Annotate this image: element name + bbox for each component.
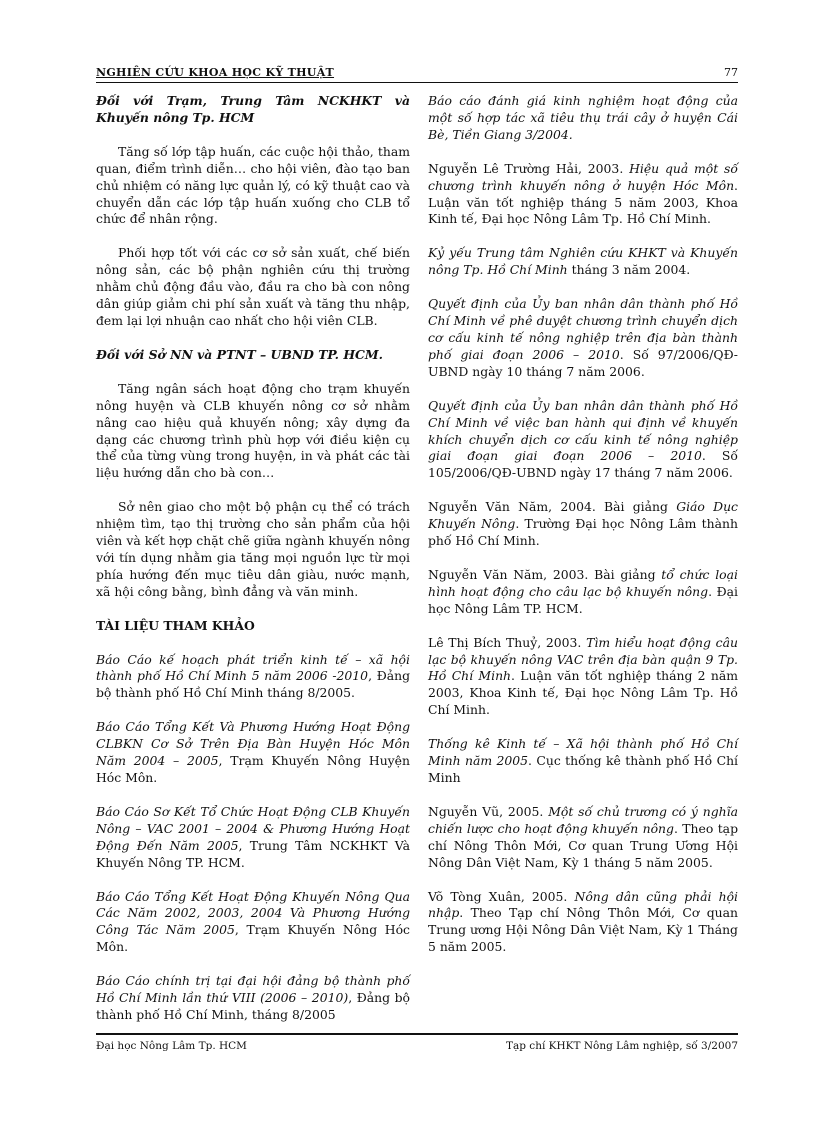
reference-item: Quyết định của Ủy ban nhân dân thành phố Hồ Chí Minh về việc ban hành qui định về khuyến khích chuyển dịch cơ cấu kinh tế nông nghiệp giai đoạn giai đoạn 2006 – 2010. Số 105/2006/QĐ-UBND ngày 17 tháng 7 năm 2006. — [428, 397, 739, 481]
reference-item: Lê Thị Bích Thuỷ, 2003. Tìm hiểu hoạt động câu lạc bộ khuyến nông VAC trên địa bàn quận 9 Tp. Hồ Chí Minh. Luận văn tốt nghiệp tháng 2 năm 2003, Khoa Kinh tế, Đại học Nông Lâm Tp. Hồ Chí Minh. — [428, 634, 738, 718]
footer-journal: Tạp chí KHKT Nông Lâm nghiệp, số 3/2007 — [505, 1040, 738, 1052]
paragraph: Phối hợp tốt với các cơ sở sản xuất, chế biến nông sản, các bộ phận nghiên cứu thị trường nhằm chủ động đầu vào, đầu ra cho bà con nông dân giúp giảm chi phí sản xuất và tăng thu nhập, đem lại lợi nhuận cao nhất cho hội viên CLB. — [96, 245, 410, 328]
reference-item: Nguyễn Văn Năm, 2003. Bài giảng tổ chức loại hình hoạt động cho câu lạc bộ khuyến nông. Đại học Nông Lâm TP. HCM. — [428, 566, 739, 616]
journal-section-title: NGHIÊN CỨU KHOA HỌC KỸ THUẬT — [96, 66, 335, 79]
page-header — [96, 66, 738, 83]
page-number: 77 — [724, 66, 738, 79]
footer-institution: Đại học Nông Lâm Tp. HCM — [96, 1040, 247, 1052]
section-heading-center: Đối với Trạm, Trung Tâm NCKHKT và Khuyến nông Tp. HCM — [96, 93, 410, 125]
reference-item: Quyết định của Ủy ban nhân dân thành phố Hồ Chí Minh về phê duyệt chương trình chuyển dịch cơ cấu kinh tế nông nghiệp trên địa bàn thành phố giai đoạn 2006 – 2010. Số 97/2006/QĐ-UBND ngày 10 tháng 7 năm 2006. — [428, 296, 738, 379]
reference-item: Báo Cáo chính trị tại đại hội đảng bộ thành phố Hồ Chí Minh lần thứ VIII (2006 – 2010), Đảng bộ thành phố Hồ Chí Minh, tháng 8/2005 — [96, 973, 410, 1022]
paragraph: Tăng số lớp tập huấn, các cuộc hội thảo, tham quan, điểm trình diễn… cho hội viên, đào tạo ban chủ nhiệm có năng lực quản lý, có kỹ thuật cao và chuyển dẫn các lớp tập huấn xuống cho CLB tổ chức để nhân rộng. — [96, 143, 410, 227]
reference-item: Nguyễn Văn Năm, 2004. Bài giảng Giáo Dục Khuyến Nông. Trường Đại học Nông Lâm thành phố Hồ Chí Minh. — [428, 499, 738, 549]
reference-item: Nguyễn Vũ, 2005. Một số chủ trương có ý nghĩa chiến lược cho hoạt động khuyến nông. Theo tạp chí Nông Thôn Mới, Cơ quan Trung Ương Hội Nông Dân Việt Nam, Kỳ 1 tháng 5 năm 2005. — [428, 803, 739, 870]
paragraph: Tăng ngân sách hoạt động cho trạm khuyến nông huyện và CLB khuyến nông cơ sở nhằm nâng cao hiệu quả khuyến nông; xây dựng đa dạng các chương trình phù hợp với điều kiện cụ thể của từng vùng trong huyện, in và phát các tài liệu hướng dẫn cho bà con… — [96, 380, 410, 481]
reference-item: Báo Cáo Tổng Kết Và Phương Hướng Hoạt Động CLBKN Cơ Sở Trên Địa Bàn Huyện Hóc Môn Năm 2004 – 2005, Trạm Khuyến Nông Huyện Hóc Môn. — [96, 719, 410, 785]
reference-item: Báo Cáo Sơ Kết Tổ Chức Hoạt Động CLB Khuyến Nông – VAC 2001 – 2004 & Phương Hướng Hoạt Động Đến Năm 2005, Trung Tâm NCKHKT Và Khuyến Nông TP. HCM. — [96, 803, 410, 870]
right-column — [428, 93, 738, 973]
reference-item: Nguyễn Lê Trường Hải, 2003. Hiệu quả một số chương trình khuyến nông ở huyện Hóc Môn. Luận văn tốt nghiệp tháng 5 năm 2003, Khoa Kinh tế, Đại học Nông Lâm Tp. Hồ Chí Minh. — [428, 160, 738, 227]
reference-item: Báo Cáo Tổng Kết Hoạt Động Khuyến Nông Qua Các Năm 2002, 2003, 2004 Và Phương Hướng Công Tác Năm 2005, Trạm Khuyến Nông Hóc Môn. — [96, 888, 410, 955]
left-column — [96, 93, 410, 1041]
reference-item: Thống kê Kinh tế – Xã hội thành phố Hồ Chí Minh năm 2005. Cục thống kê thành phố Hồ Chí Minh — [428, 736, 739, 785]
reference-item: Báo cáo đánh giá kinh nghiệm hoạt động của một số hợp tác xã tiêu thụ trái cây ở huyện Cái Bè, Tiền Giang 3/2004. — [428, 93, 738, 142]
footer-divider — [96, 1033, 738, 1035]
section-heading-department: Đối với Sở NN và PTNT – UBND TP. HCM. — [96, 346, 383, 362]
reference-item: Báo Cáo kế hoạch phát triển kinh tế – xã hội thành phố Hồ Chí Minh 5 năm 2006 -2010, Đảng bộ thành phố Hồ Chí Minh tháng 8/2005. — [96, 651, 410, 701]
reference-item: Võ Tòng Xuân, 2005. Nông dân cũng phải hội nhập. Theo Tạp chí Nông Thôn Mới, Cơ quan Trung ương Hội Nông Dân Việt Nam, Kỳ 1 Tháng 5 năm 2005. — [428, 888, 738, 955]
reference-item: Kỷ yếu Trung tâm Nghiên cứu KHKT và Khuyến nông Tp. Hồ Chí Minh tháng 3 năm 2004. — [428, 245, 738, 278]
paragraph: Sở nên giao cho một bộ phận cụ thể có trách nhiệm tìm, tạo thị trường cho sản phẩm của hội viên và kết hợp chặt chẽ giữa ngành khuyến nông với tín dụng nhằm gia tăng mọi nguồn lực từ mọi phía hướng đến mục tiêu dân giàu, nước mạnh, xã hội công bằng, bình đẳng và văn minh. — [96, 499, 410, 599]
references-heading: TÀI LIỆU THAM KHẢO — [96, 617, 255, 633]
